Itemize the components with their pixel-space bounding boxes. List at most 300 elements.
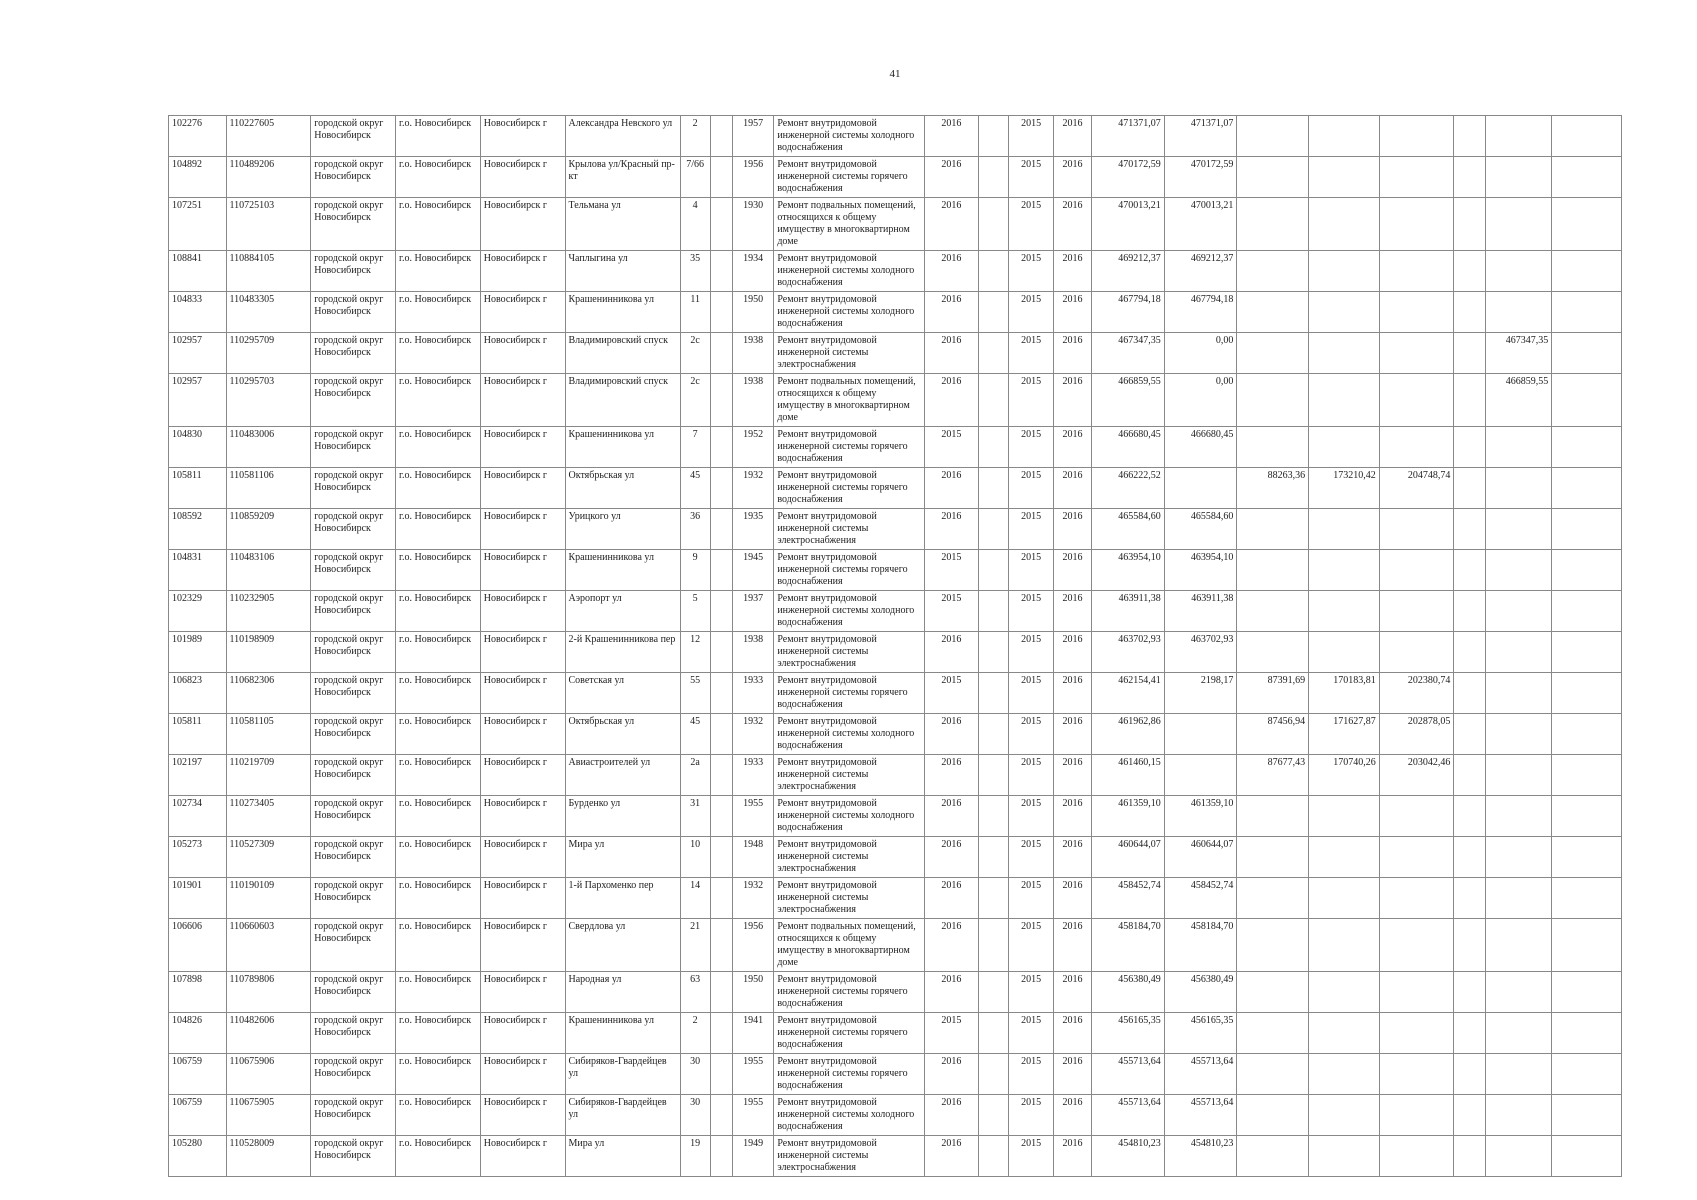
cell-record-id: 106759 bbox=[169, 1095, 227, 1136]
cell-house-code: 110198909 bbox=[226, 632, 311, 673]
cell-house-number: 35 bbox=[680, 251, 710, 292]
cell-house-code: 110527309 bbox=[226, 837, 311, 878]
cell-fund-amount: 467794,18 bbox=[1164, 292, 1237, 333]
table-row bbox=[169, 878, 1622, 919]
cell-end-year: 2016 bbox=[1053, 251, 1091, 292]
cell-owners-amount bbox=[1485, 755, 1552, 796]
cell-settlement: Новосибирск г bbox=[480, 878, 565, 919]
cell-work-type: Ремонт внутридомовой инженерной системы горячего водоснабжения bbox=[774, 550, 924, 591]
cell-budget-3: 204748,74 bbox=[1379, 468, 1454, 509]
cell-house-number: 9 bbox=[680, 550, 710, 591]
cell-budget-3 bbox=[1379, 1054, 1454, 1095]
cell-house-code: 110483006 bbox=[226, 427, 311, 468]
cell-empty-3 bbox=[1552, 374, 1622, 427]
cell-end-year: 2016 bbox=[1053, 972, 1091, 1013]
cell-street: Народная ул bbox=[565, 972, 680, 1013]
cell-house-number: 30 bbox=[680, 1054, 710, 1095]
cell-budget-1 bbox=[1237, 292, 1309, 333]
cell-building bbox=[710, 333, 732, 374]
cell-house-number: 2с bbox=[680, 333, 710, 374]
cell-municipal-short: г.о. Новосибирск bbox=[396, 878, 481, 919]
cell-budget-2 bbox=[1309, 550, 1380, 591]
cell-empty-3 bbox=[1552, 468, 1622, 509]
cell-fund-amount: 469212,37 bbox=[1164, 251, 1237, 292]
cell-street: Владимировский спуск bbox=[565, 333, 680, 374]
cell-empty-1 bbox=[979, 509, 1009, 550]
cell-municipal-short: г.о. Новосибирск bbox=[396, 550, 481, 591]
cell-settlement: Новосибирск г bbox=[480, 1013, 565, 1054]
cell-work-type: Ремонт подвальных помещений, относящихся к общему имуществу в многоквартирном доме bbox=[774, 374, 924, 427]
cell-year-built: 1935 bbox=[732, 509, 773, 550]
cell-municipality: городской округ Новосибирск bbox=[311, 1013, 396, 1054]
cell-budget-2 bbox=[1309, 157, 1380, 198]
cell-budget-2 bbox=[1309, 878, 1380, 919]
cell-total-cost: 455713,64 bbox=[1092, 1095, 1165, 1136]
cell-owners-amount: 467347,35 bbox=[1485, 333, 1552, 374]
cell-empty-3 bbox=[1552, 333, 1622, 374]
cell-end-year: 2016 bbox=[1053, 333, 1091, 374]
cell-building bbox=[710, 632, 732, 673]
cell-end-year: 2016 bbox=[1053, 1013, 1091, 1054]
cell-plan-year: 2016 bbox=[924, 1095, 978, 1136]
cell-municipal-short: г.о. Новосибирск bbox=[396, 1054, 481, 1095]
cell-settlement: Новосибирск г bbox=[480, 116, 565, 157]
cell-record-id: 102329 bbox=[169, 591, 227, 632]
cell-house-code: 110227605 bbox=[226, 116, 311, 157]
cell-fund-amount: 0,00 bbox=[1164, 374, 1237, 427]
cell-record-id: 105811 bbox=[169, 714, 227, 755]
cell-work-type: Ремонт внутридомовой инженерной системы горячего водоснабжения bbox=[774, 1013, 924, 1054]
cell-empty-1 bbox=[979, 157, 1009, 198]
cell-year-built: 1937 bbox=[732, 591, 773, 632]
cell-municipality: городской округ Новосибирск bbox=[311, 878, 396, 919]
cell-building bbox=[710, 157, 732, 198]
cell-owners-amount bbox=[1485, 157, 1552, 198]
cell-year-built: 1955 bbox=[732, 796, 773, 837]
cell-record-id: 104830 bbox=[169, 427, 227, 468]
cell-empty-1 bbox=[979, 251, 1009, 292]
cell-building bbox=[710, 837, 732, 878]
cell-house-code: 110483106 bbox=[226, 550, 311, 591]
cell-fund-amount: 2198,17 bbox=[1164, 673, 1237, 714]
cell-empty-1 bbox=[979, 198, 1009, 251]
cell-total-cost: 470013,21 bbox=[1092, 198, 1165, 251]
cell-work-type: Ремонт внутридомовой инженерной системы горячего водоснабжения bbox=[774, 427, 924, 468]
cell-budget-1 bbox=[1237, 1054, 1309, 1095]
cell-municipality: городской округ Новосибирск bbox=[311, 796, 396, 837]
cell-year-built: 1938 bbox=[732, 333, 773, 374]
cell-year-built: 1957 bbox=[732, 116, 773, 157]
cell-owners-amount bbox=[1485, 550, 1552, 591]
cell-municipality: городской округ Новосибирск bbox=[311, 632, 396, 673]
cell-settlement: Новосибирск г bbox=[480, 714, 565, 755]
cell-fund-amount: 455713,64 bbox=[1164, 1054, 1237, 1095]
cell-start-year: 2015 bbox=[1009, 468, 1053, 509]
cell-owners-amount bbox=[1485, 427, 1552, 468]
table-row bbox=[169, 972, 1622, 1013]
cell-work-type: Ремонт подвальных помещений, относящихся к общему имуществу в многоквартирном доме bbox=[774, 198, 924, 251]
cell-end-year: 2016 bbox=[1053, 796, 1091, 837]
cell-municipal-short: г.о. Новосибирск bbox=[396, 198, 481, 251]
cell-work-type: Ремонт внутридомовой инженерной системы электроснабжения bbox=[774, 333, 924, 374]
cell-fund-amount: 471371,07 bbox=[1164, 116, 1237, 157]
cell-empty-3 bbox=[1552, 1136, 1622, 1177]
cell-settlement: Новосибирск г bbox=[480, 591, 565, 632]
cell-house-code: 110682306 bbox=[226, 673, 311, 714]
cell-settlement: Новосибирск г bbox=[480, 157, 565, 198]
cell-house-number: 2а bbox=[680, 755, 710, 796]
cell-fund-amount: 455713,64 bbox=[1164, 1095, 1237, 1136]
table-row bbox=[169, 509, 1622, 550]
cell-total-cost: 456380,49 bbox=[1092, 972, 1165, 1013]
cell-municipal-short: г.о. Новосибирск bbox=[396, 157, 481, 198]
cell-total-cost: 471371,07 bbox=[1092, 116, 1165, 157]
cell-budget-3 bbox=[1379, 550, 1454, 591]
cell-total-cost: 466859,55 bbox=[1092, 374, 1165, 427]
cell-plan-year: 2015 bbox=[924, 550, 978, 591]
cell-municipality: городской округ Новосибирск bbox=[311, 198, 396, 251]
cell-empty-2 bbox=[1454, 919, 1485, 972]
cell-municipality: городской округ Новосибирск bbox=[311, 333, 396, 374]
cell-fund-amount: 463702,93 bbox=[1164, 632, 1237, 673]
cell-empty-2 bbox=[1454, 632, 1485, 673]
cell-budget-3: 202380,74 bbox=[1379, 673, 1454, 714]
cell-settlement: Новосибирск г bbox=[480, 333, 565, 374]
cell-owners-amount bbox=[1485, 1136, 1552, 1177]
cell-empty-3 bbox=[1552, 1013, 1622, 1054]
cell-empty-3 bbox=[1552, 796, 1622, 837]
cell-plan-year: 2016 bbox=[924, 1054, 978, 1095]
cell-street: Советская ул bbox=[565, 673, 680, 714]
cell-work-type: Ремонт внутридомовой инженерной системы электроснабжения bbox=[774, 509, 924, 550]
cell-building bbox=[710, 1136, 732, 1177]
table-row bbox=[169, 292, 1622, 333]
cell-owners-amount bbox=[1485, 714, 1552, 755]
cell-street: Аэропорт ул bbox=[565, 591, 680, 632]
cell-start-year: 2015 bbox=[1009, 509, 1053, 550]
cell-budget-3 bbox=[1379, 509, 1454, 550]
cell-street: Октябрьская ул bbox=[565, 714, 680, 755]
cell-municipality: городской округ Новосибирск bbox=[311, 468, 396, 509]
cell-empty-2 bbox=[1454, 1013, 1485, 1054]
cell-start-year: 2015 bbox=[1009, 198, 1053, 251]
cell-owners-amount bbox=[1485, 673, 1552, 714]
cell-record-id: 101989 bbox=[169, 632, 227, 673]
cell-year-built: 1956 bbox=[732, 157, 773, 198]
table-row bbox=[169, 837, 1622, 878]
cell-work-type: Ремонт внутридомовой инженерной системы горячего водоснабжения bbox=[774, 157, 924, 198]
cell-start-year: 2015 bbox=[1009, 837, 1053, 878]
cell-municipality: городской округ Новосибирск bbox=[311, 550, 396, 591]
cell-work-type: Ремонт внутридомовой инженерной системы холодного водоснабжения bbox=[774, 591, 924, 632]
table-row bbox=[169, 919, 1622, 972]
cell-street: Авиастроителей ул bbox=[565, 755, 680, 796]
cell-building bbox=[710, 755, 732, 796]
cell-empty-2 bbox=[1454, 509, 1485, 550]
cell-house-number: 36 bbox=[680, 509, 710, 550]
cell-empty-3 bbox=[1552, 251, 1622, 292]
cell-settlement: Новосибирск г bbox=[480, 1054, 565, 1095]
cell-budget-2 bbox=[1309, 1095, 1380, 1136]
cell-house-code: 110295709 bbox=[226, 333, 311, 374]
cell-municipality: городской округ Новосибирск bbox=[311, 591, 396, 632]
cell-owners-amount bbox=[1485, 292, 1552, 333]
cell-budget-1 bbox=[1237, 972, 1309, 1013]
cell-building bbox=[710, 116, 732, 157]
cell-budget-3 bbox=[1379, 837, 1454, 878]
cell-budget-2 bbox=[1309, 292, 1380, 333]
cell-record-id: 106759 bbox=[169, 1054, 227, 1095]
cell-end-year: 2016 bbox=[1053, 878, 1091, 919]
table-row bbox=[169, 333, 1622, 374]
cell-record-id: 105280 bbox=[169, 1136, 227, 1177]
cell-municipal-short: г.о. Новосибирск bbox=[396, 116, 481, 157]
cell-year-built: 1948 bbox=[732, 837, 773, 878]
cell-budget-1 bbox=[1237, 1013, 1309, 1054]
cell-street: Крашенинникова ул bbox=[565, 427, 680, 468]
cell-start-year: 2015 bbox=[1009, 1054, 1053, 1095]
cell-budget-1 bbox=[1237, 509, 1309, 550]
cell-house-code: 110489206 bbox=[226, 157, 311, 198]
cell-owners-amount: 466859,55 bbox=[1485, 374, 1552, 427]
cell-end-year: 2016 bbox=[1053, 1054, 1091, 1095]
cell-municipality: городской округ Новосибирск bbox=[311, 673, 396, 714]
cell-budget-1: 87456,94 bbox=[1237, 714, 1309, 755]
cell-work-type: Ремонт внутридомовой инженерной системы холодного водоснабжения bbox=[774, 251, 924, 292]
cell-municipal-short: г.о. Новосибирск bbox=[396, 468, 481, 509]
cell-total-cost: 455713,64 bbox=[1092, 1054, 1165, 1095]
cell-empty-3 bbox=[1552, 972, 1622, 1013]
cell-street: Крылова ул/Красный пр-кт bbox=[565, 157, 680, 198]
cell-budget-2 bbox=[1309, 1054, 1380, 1095]
cell-total-cost: 458184,70 bbox=[1092, 919, 1165, 972]
cell-building bbox=[710, 591, 732, 632]
cell-settlement: Новосибирск г bbox=[480, 550, 565, 591]
cell-year-built: 1956 bbox=[732, 919, 773, 972]
cell-settlement: Новосибирск г bbox=[480, 919, 565, 972]
cell-plan-year: 2016 bbox=[924, 292, 978, 333]
cell-owners-amount bbox=[1485, 198, 1552, 251]
cell-fund-amount bbox=[1164, 714, 1237, 755]
cell-end-year: 2016 bbox=[1053, 509, 1091, 550]
cell-budget-2 bbox=[1309, 919, 1380, 972]
cell-municipal-short: г.о. Новосибирск bbox=[396, 251, 481, 292]
cell-budget-2: 173210,42 bbox=[1309, 468, 1380, 509]
cell-owners-amount bbox=[1485, 116, 1552, 157]
cell-fund-amount: 0,00 bbox=[1164, 333, 1237, 374]
cell-fund-amount: 458452,74 bbox=[1164, 878, 1237, 919]
cell-budget-2 bbox=[1309, 333, 1380, 374]
cell-empty-3 bbox=[1552, 116, 1622, 157]
cell-end-year: 2016 bbox=[1053, 427, 1091, 468]
cell-building bbox=[710, 1013, 732, 1054]
cell-budget-1 bbox=[1237, 1095, 1309, 1136]
cell-street: Бурденко ул bbox=[565, 796, 680, 837]
cell-empty-1 bbox=[979, 755, 1009, 796]
cell-building bbox=[710, 550, 732, 591]
cell-budget-1 bbox=[1237, 550, 1309, 591]
cell-year-built: 1934 bbox=[732, 251, 773, 292]
cell-house-code: 110675905 bbox=[226, 1095, 311, 1136]
cell-work-type: Ремонт внутридомовой инженерной системы горячего водоснабжения bbox=[774, 1054, 924, 1095]
cell-record-id: 102276 bbox=[169, 116, 227, 157]
cell-year-built: 1933 bbox=[732, 755, 773, 796]
cell-total-cost: 458452,74 bbox=[1092, 878, 1165, 919]
cell-house-code: 110482606 bbox=[226, 1013, 311, 1054]
cell-record-id: 108592 bbox=[169, 509, 227, 550]
cell-budget-3 bbox=[1379, 157, 1454, 198]
cell-house-number: 14 bbox=[680, 878, 710, 919]
cell-owners-amount bbox=[1485, 468, 1552, 509]
cell-empty-2 bbox=[1454, 116, 1485, 157]
cell-municipal-short: г.о. Новосибирск bbox=[396, 837, 481, 878]
cell-empty-3 bbox=[1552, 755, 1622, 796]
cell-empty-3 bbox=[1552, 198, 1622, 251]
cell-municipality: городской округ Новосибирск bbox=[311, 1136, 396, 1177]
cell-budget-2 bbox=[1309, 1013, 1380, 1054]
cell-work-type: Ремонт внутридомовой инженерной системы электроснабжения bbox=[774, 1136, 924, 1177]
cell-start-year: 2015 bbox=[1009, 919, 1053, 972]
cell-street: Крашенинникова ул bbox=[565, 1013, 680, 1054]
cell-record-id: 102734 bbox=[169, 796, 227, 837]
cell-total-cost: 469212,37 bbox=[1092, 251, 1165, 292]
cell-settlement: Новосибирск г bbox=[480, 837, 565, 878]
cell-end-year: 2016 bbox=[1053, 632, 1091, 673]
cell-record-id: 104831 bbox=[169, 550, 227, 591]
cell-municipal-short: г.о. Новосибирск bbox=[396, 919, 481, 972]
cell-settlement: Новосибирск г bbox=[480, 509, 565, 550]
cell-empty-1 bbox=[979, 550, 1009, 591]
cell-work-type: Ремонт внутридомовой инженерной системы горячего водоснабжения bbox=[774, 972, 924, 1013]
cell-budget-3 bbox=[1379, 972, 1454, 1013]
cell-street: Сибиряков-Гвардейцев ул bbox=[565, 1095, 680, 1136]
cell-record-id: 101901 bbox=[169, 878, 227, 919]
cell-street: Урицкого ул bbox=[565, 509, 680, 550]
cell-house-number: 2с bbox=[680, 374, 710, 427]
cell-plan-year: 2016 bbox=[924, 468, 978, 509]
cell-empty-2 bbox=[1454, 157, 1485, 198]
cell-municipal-short: г.о. Новосибирск bbox=[396, 591, 481, 632]
cell-fund-amount: 456380,49 bbox=[1164, 972, 1237, 1013]
cell-house-number: 21 bbox=[680, 919, 710, 972]
cell-budget-3 bbox=[1379, 251, 1454, 292]
cell-settlement: Новосибирск г bbox=[480, 796, 565, 837]
cell-budget-2 bbox=[1309, 374, 1380, 427]
cell-year-built: 1955 bbox=[732, 1054, 773, 1095]
cell-budget-2 bbox=[1309, 198, 1380, 251]
cell-fund-amount: 458184,70 bbox=[1164, 919, 1237, 972]
cell-empty-2 bbox=[1454, 1054, 1485, 1095]
table-row bbox=[169, 198, 1622, 251]
table-row bbox=[169, 591, 1622, 632]
cell-empty-2 bbox=[1454, 1095, 1485, 1136]
cell-street: Мира ул bbox=[565, 1136, 680, 1177]
cell-end-year: 2016 bbox=[1053, 755, 1091, 796]
cell-start-year: 2015 bbox=[1009, 116, 1053, 157]
cell-year-built: 1932 bbox=[732, 468, 773, 509]
cell-house-number: 31 bbox=[680, 796, 710, 837]
cell-work-type: Ремонт внутридомовой инженерной системы холодного водоснабжения bbox=[774, 714, 924, 755]
cell-empty-2 bbox=[1454, 591, 1485, 632]
cell-house-number: 2 bbox=[680, 1013, 710, 1054]
cell-empty-2 bbox=[1454, 427, 1485, 468]
cell-work-type: Ремонт внутридомовой инженерной системы горячего водоснабжения bbox=[774, 673, 924, 714]
cell-work-type: Ремонт внутридомовой инженерной системы холодного водоснабжения bbox=[774, 292, 924, 333]
cell-plan-year: 2016 bbox=[924, 878, 978, 919]
cell-house-number: 19 bbox=[680, 1136, 710, 1177]
cell-empty-3 bbox=[1552, 591, 1622, 632]
cell-start-year: 2015 bbox=[1009, 755, 1053, 796]
cell-plan-year: 2016 bbox=[924, 972, 978, 1013]
cell-plan-year: 2016 bbox=[924, 251, 978, 292]
cell-fund-amount bbox=[1164, 468, 1237, 509]
cell-budget-3 bbox=[1379, 333, 1454, 374]
cell-municipal-short: г.о. Новосибирск bbox=[396, 427, 481, 468]
cell-budget-3 bbox=[1379, 878, 1454, 919]
cell-plan-year: 2016 bbox=[924, 374, 978, 427]
cell-end-year: 2016 bbox=[1053, 673, 1091, 714]
cell-street: Крашенинникова ул bbox=[565, 292, 680, 333]
cell-work-type: Ремонт внутридомовой инженерной системы холодного водоснабжения bbox=[774, 1095, 924, 1136]
cell-municipal-short: г.о. Новосибирск bbox=[396, 292, 481, 333]
cell-year-built: 1941 bbox=[732, 1013, 773, 1054]
cell-budget-2 bbox=[1309, 1136, 1380, 1177]
cell-owners-amount bbox=[1485, 509, 1552, 550]
cell-year-built: 1930 bbox=[732, 198, 773, 251]
cell-budget-1 bbox=[1237, 427, 1309, 468]
cell-settlement: Новосибирск г bbox=[480, 972, 565, 1013]
cell-empty-2 bbox=[1454, 292, 1485, 333]
cell-empty-1 bbox=[979, 673, 1009, 714]
table-row bbox=[169, 714, 1622, 755]
cell-house-code: 110660603 bbox=[226, 919, 311, 972]
cell-municipal-short: г.о. Новосибирск bbox=[396, 796, 481, 837]
cell-budget-2 bbox=[1309, 632, 1380, 673]
cell-start-year: 2015 bbox=[1009, 374, 1053, 427]
cell-owners-amount bbox=[1485, 632, 1552, 673]
cell-record-id: 102957 bbox=[169, 333, 227, 374]
page-number: 41 bbox=[889, 68, 901, 80]
table-row bbox=[169, 1136, 1622, 1177]
cell-plan-year: 2015 bbox=[924, 427, 978, 468]
cell-total-cost: 456165,35 bbox=[1092, 1013, 1165, 1054]
cell-street: Тельмана ул bbox=[565, 198, 680, 251]
cell-total-cost: 461460,15 bbox=[1092, 755, 1165, 796]
cell-empty-3 bbox=[1552, 1095, 1622, 1136]
cell-end-year: 2016 bbox=[1053, 591, 1091, 632]
cell-house-number: 7 bbox=[680, 427, 710, 468]
cell-fund-amount: 454810,23 bbox=[1164, 1136, 1237, 1177]
cell-start-year: 2015 bbox=[1009, 972, 1053, 1013]
table-row bbox=[169, 374, 1622, 427]
cell-work-type: Ремонт внутридомовой инженерной системы электроснабжения bbox=[774, 878, 924, 919]
cell-empty-2 bbox=[1454, 468, 1485, 509]
cell-start-year: 2015 bbox=[1009, 550, 1053, 591]
cell-settlement: Новосибирск г bbox=[480, 427, 565, 468]
cell-start-year: 2015 bbox=[1009, 591, 1053, 632]
cell-building bbox=[710, 714, 732, 755]
cell-empty-2 bbox=[1454, 333, 1485, 374]
cell-fund-amount: 470172,59 bbox=[1164, 157, 1237, 198]
cell-house-number: 12 bbox=[680, 632, 710, 673]
cell-empty-1 bbox=[979, 333, 1009, 374]
cell-street: Крашенинникова ул bbox=[565, 550, 680, 591]
cell-municipality: городской округ Новосибирск bbox=[311, 116, 396, 157]
cell-empty-3 bbox=[1552, 714, 1622, 755]
cell-building bbox=[710, 796, 732, 837]
cell-house-number: 45 bbox=[680, 468, 710, 509]
cell-record-id: 107898 bbox=[169, 972, 227, 1013]
